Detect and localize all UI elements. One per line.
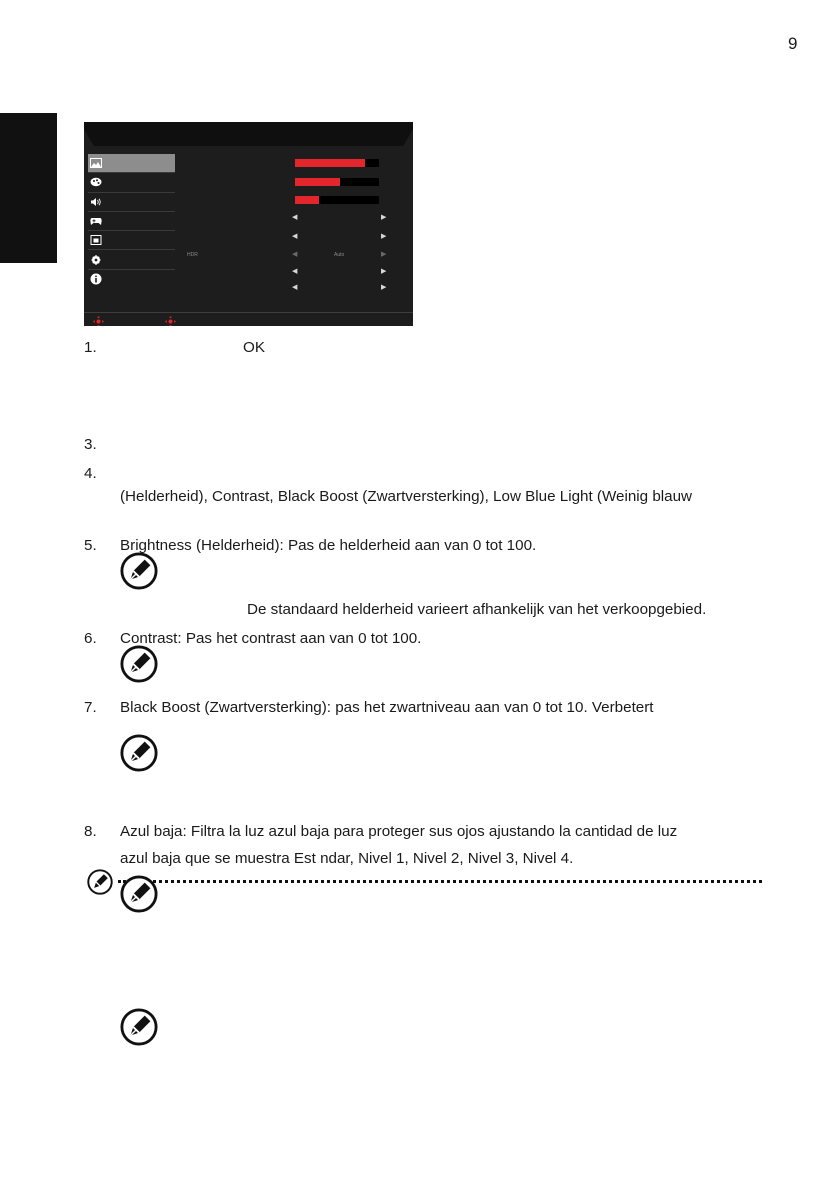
step-number: 1. [84,339,97,356]
osd-hdr-value: Auto [334,252,345,258]
osd-menu-item-audio [88,193,175,212]
audio-icon [90,197,102,207]
picture-icon [90,158,102,168]
step-number: 5. [84,537,97,554]
dotted-separator [118,880,762,883]
color-icon [90,177,102,187]
step-number: 4. [84,465,97,482]
osd-footer-divider [84,312,413,313]
osd-bar-fill [295,178,340,186]
osd-menu-item-gaming [88,212,175,231]
step-text: Contrast: Pas het contrast aan van 0 tot 100. [120,630,422,647]
step-text: Black Boost (Zwartversterking): pas het zwartniveau aan van 0 tot 10. Verbetert [120,699,654,716]
note-icon [120,734,158,772]
step-text: Azul baja: Filtra la luz azul baja para proteger sus ojos ajustando la cantidad de luz [120,823,678,840]
osd-left-arrow-icon: ◀ [292,233,298,240]
brightness-default-note: De standaard helderheid varieert afhankelijk van het verkoopgebied. [247,601,707,618]
osd-right-arrow-icon: ▶ [381,251,387,258]
language-side-tab [0,113,57,263]
osd-brightness-bar [295,159,379,167]
osd-menu-item-osd [88,231,175,250]
osd-black-boost-bar [295,196,379,204]
osd-right-arrow-icon: ▶ [381,214,387,221]
osd-hdr-label: HDR [187,252,198,258]
navigation-joystick-icon [93,316,104,326]
navigation-joystick-icon [165,316,176,326]
osd-contrast-bar [295,178,379,186]
info-icon [90,273,102,285]
step-number: 7. [84,699,97,716]
osd-left-arrow-icon: ◀ [292,251,298,258]
osd-menu [88,154,175,288]
note-icon [120,1008,158,1046]
osd-icon [90,235,102,245]
osd-right-arrow-icon: ▶ [381,233,387,240]
osd-screenshot [84,122,413,326]
step-number: 8. [84,823,97,840]
step-number: 3. [84,436,97,453]
step-continuation: azul baja que se muestra Est ndar, Nivel 1, Nivel 2, Nivel 3, Nivel 4. [120,850,574,867]
step-number: 6. [84,630,97,647]
osd-menu-item-system [88,250,175,269]
gaming-icon [90,216,102,226]
step-continuation: (Helderheid), Contrast, Black Boost (Zwartversterking), Low Blue Light (Weinig blauw [120,488,693,505]
step-text: OK [243,339,265,356]
note-icon [120,645,158,683]
osd-left-arrow-icon: ◀ [292,284,298,291]
step-text: Brightness (Helderheid): Pas de helderheid aan van 0 tot 100. [120,537,537,554]
osd-right-arrow-icon: ▶ [381,268,387,275]
osd-menu-item-color [88,173,175,192]
note-icon [87,869,113,895]
osd-menu-item-info [88,270,175,288]
page-number: 9 [788,34,798,53]
note-icon [120,875,158,913]
osd-bar-fill [295,159,365,167]
osd-header [84,122,413,146]
osd-left-arrow-icon: ◀ [292,214,298,221]
osd-right-arrow-icon: ▶ [381,284,387,291]
note-icon [120,552,158,590]
osd-menu-item-picture [88,154,175,173]
system-icon [90,255,102,265]
osd-left-arrow-icon: ◀ [292,268,298,275]
osd-bar-fill [295,196,319,204]
